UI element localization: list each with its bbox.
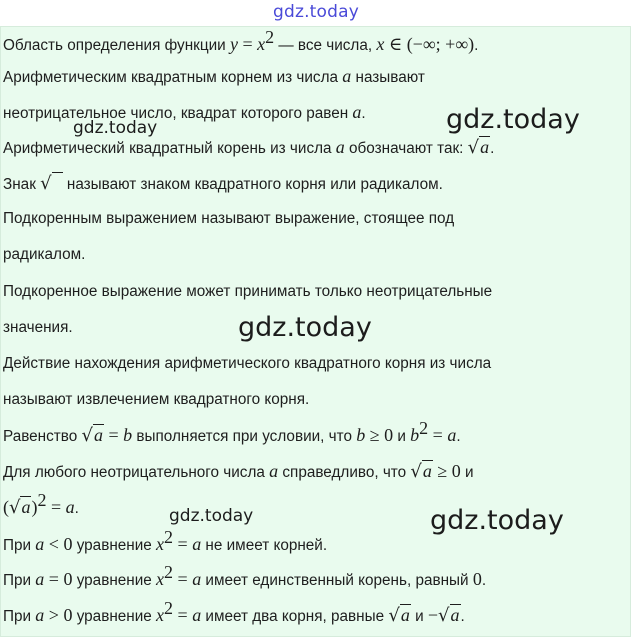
math-x: x xyxy=(376,34,385,54)
text-fragment: называют xyxy=(351,69,425,86)
text-fragment: Подкоренное выражение может принимать только неотрицательные xyxy=(3,283,493,300)
text-fragment: называют знаком квадратного корня или радикалом. xyxy=(62,176,443,193)
watermark: gdz.today xyxy=(446,104,580,135)
sqrt-a xyxy=(438,605,460,627)
text-fragment: . xyxy=(481,572,487,589)
math-y: y xyxy=(229,34,238,54)
text-line-domain xyxy=(3,27,479,56)
math-exp: 2 xyxy=(419,418,429,438)
watermark: gdz.today xyxy=(169,506,254,526)
text-line-extraction-2 xyxy=(3,390,309,412)
math-paren: ( xyxy=(3,497,9,517)
text-fragment: — все числа, xyxy=(274,37,377,54)
text-line-notation xyxy=(3,137,494,159)
math-x: x xyxy=(156,569,165,589)
math-b: b xyxy=(356,425,366,445)
math-exp: 2 xyxy=(164,562,174,582)
text-line-radical-sign xyxy=(3,173,443,195)
math-exp: 2 xyxy=(37,490,47,510)
math-a: a xyxy=(422,461,432,481)
math-eq: = xyxy=(237,34,258,54)
text-fragment: При xyxy=(3,537,36,554)
text-fragment: справедливо, что xyxy=(278,464,411,481)
math-exp: 2 xyxy=(164,527,174,547)
text-line-case-zero xyxy=(3,562,487,591)
text-line-extraction-1 xyxy=(3,354,491,376)
text-fragment: При xyxy=(3,572,36,589)
text-line-nonneg-2 xyxy=(3,318,73,340)
text-line-radicand-1 xyxy=(3,209,454,231)
text-fragment: неотрицательное число, квадрат которого равен xyxy=(3,105,353,122)
math-a: a xyxy=(480,137,490,157)
text-line-identity-2 xyxy=(3,490,79,519)
math-a: a xyxy=(35,605,45,625)
text-fragment: и xyxy=(393,428,411,445)
radical-icon: √ xyxy=(9,497,21,518)
math-a: a xyxy=(400,605,410,625)
text-fragment: Подкоренным выражением называют выражение, стоящее под xyxy=(3,210,455,227)
math-a: a xyxy=(450,605,460,625)
math-exp: 2 xyxy=(265,27,275,47)
text-line-equality xyxy=(3,418,461,447)
math-a: a xyxy=(269,461,279,481)
sqrt-a xyxy=(388,605,410,627)
text-fragment: и xyxy=(410,608,428,625)
text-fragment: Действие нахождения арифметического квадратного корня из числа xyxy=(3,355,492,372)
math-b: b xyxy=(410,425,420,445)
math-lt: < xyxy=(44,534,64,554)
text-fragment: . xyxy=(361,105,366,122)
radical-bar xyxy=(52,172,63,193)
math-exp: 2 xyxy=(164,598,174,618)
text-line-definition-1 xyxy=(3,66,425,88)
text-fragment: . xyxy=(474,37,479,54)
math-a: a xyxy=(335,137,345,157)
watermark: gdz.today xyxy=(238,312,372,343)
math-eq: = xyxy=(44,569,64,589)
math-eq: = xyxy=(103,425,124,445)
math-eq: = xyxy=(428,425,448,445)
text-fragment: и xyxy=(460,464,474,481)
math-a: a xyxy=(35,534,45,554)
text-fragment: не имеет корней. xyxy=(201,537,328,554)
math-in: ∈ xyxy=(384,34,407,54)
radical-icon: √ xyxy=(388,605,400,626)
text-fragment: радикалом. xyxy=(3,246,86,263)
header-watermark: gdz.today xyxy=(272,2,360,22)
math-zero: 0 xyxy=(63,605,73,625)
math-a: a xyxy=(192,605,202,625)
math-a: a xyxy=(35,569,45,589)
math-a: a xyxy=(192,569,202,589)
math-b: b xyxy=(123,425,133,445)
radical-icon: √ xyxy=(40,173,52,194)
math-eq: = xyxy=(46,497,66,517)
text-fragment: называют извлечением квадратного корня. xyxy=(3,391,310,408)
math-domain: (−∞; +∞) xyxy=(406,34,475,54)
math-geq: ≥ xyxy=(365,425,385,445)
math-a: a xyxy=(342,66,352,86)
watermark: gdz.today xyxy=(73,118,158,138)
text-line-case-positive xyxy=(3,598,465,627)
text-fragment: обозначают так: xyxy=(344,140,468,157)
text-fragment: Для любого неотрицательного числа xyxy=(3,464,270,481)
text-fragment: Область определения функции xyxy=(3,37,230,54)
math-zero: 0 xyxy=(63,569,73,589)
math-a: a xyxy=(192,534,202,554)
text-fragment: выполняется при условии, что xyxy=(132,428,357,445)
math-eq: = xyxy=(173,569,193,589)
radical-icon: √ xyxy=(438,605,450,626)
math-zero: 0 xyxy=(472,569,482,589)
radical-icon: √ xyxy=(467,137,480,158)
text-fragment: уравнение xyxy=(72,608,157,625)
text-line-radicand-2 xyxy=(3,245,85,267)
math-gt: > xyxy=(44,605,64,625)
math-zero: 0 xyxy=(384,425,394,445)
sqrt-a xyxy=(9,497,31,519)
math-paren: ) xyxy=(31,497,38,517)
text-fragment: Равенство xyxy=(3,428,82,445)
text-fragment: При xyxy=(3,608,36,625)
text-line-nonneg-1 xyxy=(3,282,492,304)
watermark: gdz.today xyxy=(430,505,564,536)
math-a: a xyxy=(65,497,75,517)
math-a: a xyxy=(447,425,457,445)
radical-icon: √ xyxy=(81,425,93,446)
text-fragment: уравнение xyxy=(72,572,157,589)
math-zero: 0 xyxy=(63,534,73,554)
radical-sign xyxy=(40,173,62,195)
math-a: a xyxy=(352,102,362,122)
text-fragment: . xyxy=(490,140,495,157)
text-fragment: имеет два корня, равные xyxy=(201,608,389,625)
math-x: x xyxy=(156,534,165,554)
text-line-case-negative xyxy=(3,527,328,556)
text-fragment: Знак xyxy=(3,176,41,193)
text-line-definition-2 xyxy=(3,102,366,124)
text-fragment: . xyxy=(74,500,79,517)
radical-icon: √ xyxy=(410,461,422,482)
text-fragment: . xyxy=(456,428,461,445)
text-fragment: . xyxy=(460,608,465,625)
sqrt-a xyxy=(81,425,103,447)
math-a: a xyxy=(93,425,103,445)
sqrt-a xyxy=(410,461,432,483)
math-geq: ≥ xyxy=(432,461,452,481)
math-zero: 0 xyxy=(451,461,461,481)
math-x: x xyxy=(257,34,266,54)
math-eq: = xyxy=(173,605,193,625)
text-fragment: имеет единственный корень, равный xyxy=(201,572,473,589)
sqrt-a xyxy=(468,137,490,159)
text-fragment: Арифметический квадратный корень из числа xyxy=(3,140,336,157)
math-eq: = xyxy=(173,534,193,554)
text-fragment: Арифметическим квадратным корнем из числа xyxy=(3,69,343,86)
text-fragment: значения. xyxy=(3,319,73,336)
math-a: a xyxy=(21,497,31,517)
math-minus: − xyxy=(427,605,439,625)
text-fragment: уравнение xyxy=(72,537,157,554)
text-line-identity-1 xyxy=(3,461,474,483)
math-x: x xyxy=(156,605,165,625)
